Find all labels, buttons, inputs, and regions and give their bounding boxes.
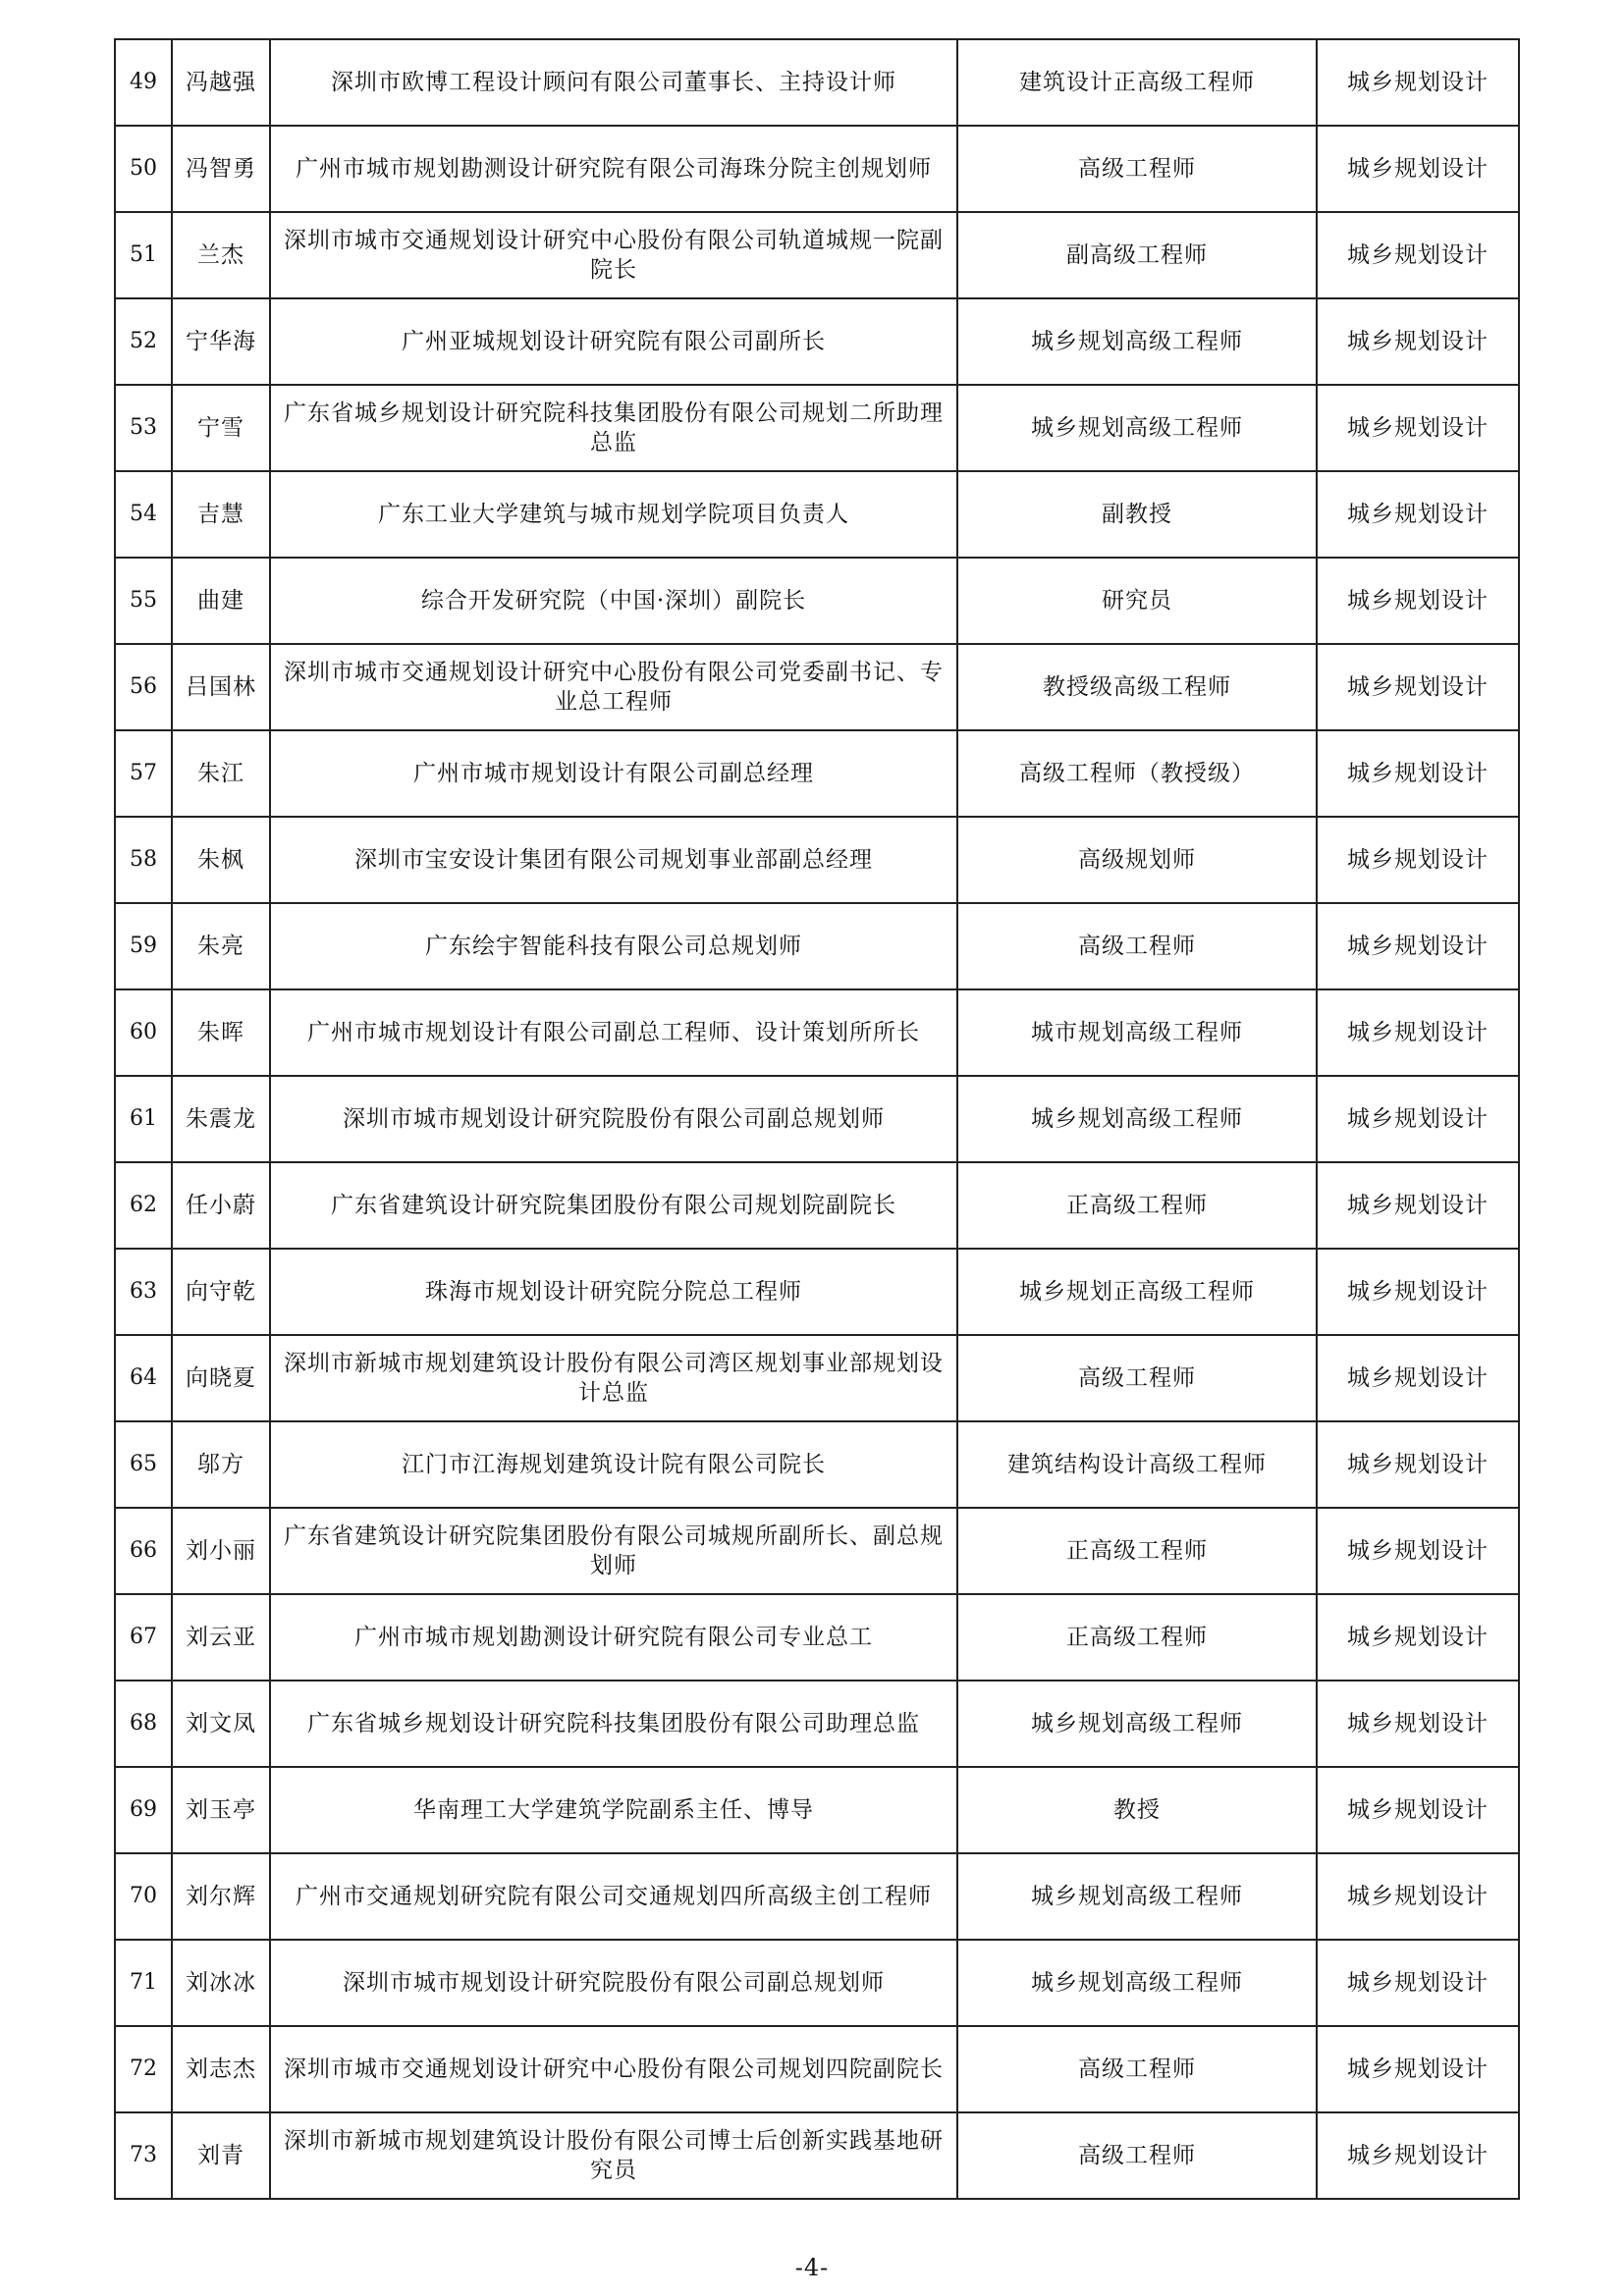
row-number: 72	[115, 2026, 172, 2112]
specialty-field: 城乡规划设计	[1317, 989, 1519, 1076]
table-row	[115, 1249, 1519, 1335]
specialty-field: 城乡规划设计	[1317, 817, 1519, 903]
specialty-field: 城乡规划设计	[1317, 2026, 1519, 2112]
specialty-field: 城乡规划设计	[1317, 1853, 1519, 1940]
table-row	[115, 471, 1519, 558]
work-unit-position: 深圳市新城市规划建筑设计股份有限公司博士后创新实践基地研究员	[270, 2112, 957, 2199]
row-number: 62	[115, 1162, 172, 1249]
row-number: 54	[115, 471, 172, 558]
row-number: 51	[115, 212, 172, 298]
row-number: 50	[115, 126, 172, 212]
work-unit-position: 广州市城市规划勘测设计研究院有限公司海珠分院主创规划师	[270, 126, 957, 212]
work-unit-position: 深圳市城市交通规划设计研究中心股份有限公司轨道城规一院副院长	[270, 212, 957, 298]
table-row	[115, 39, 1519, 126]
row-number: 70	[115, 1853, 172, 1940]
specialty-field: 城乡规划设计	[1317, 1249, 1519, 1335]
person-name: 刘冰冰	[172, 1940, 270, 2026]
table-row	[115, 298, 1519, 385]
person-name: 朱江	[172, 730, 270, 817]
row-number: 71	[115, 1940, 172, 2026]
table-row	[115, 1162, 1519, 1249]
professional-title: 城乡规划高级工程师	[957, 298, 1317, 385]
professional-title: 城乡规划高级工程师	[957, 1681, 1317, 1767]
table-row	[115, 1940, 1519, 2026]
person-name: 刘尔辉	[172, 1853, 270, 1940]
row-number: 59	[115, 903, 172, 989]
table-row	[115, 1681, 1519, 1767]
row-number: 73	[115, 2112, 172, 2199]
professional-title: 副教授	[957, 471, 1317, 558]
row-number: 53	[115, 385, 172, 471]
person-name: 宁雪	[172, 385, 270, 471]
table-row	[115, 1335, 1519, 1421]
professional-title: 高级工程师	[957, 903, 1317, 989]
specialty-field: 城乡规划设计	[1317, 730, 1519, 817]
table-body	[115, 39, 1519, 2199]
row-number: 56	[115, 644, 172, 730]
work-unit-position: 深圳市城市交通规划设计研究中心股份有限公司规划四院副院长	[270, 2026, 957, 2112]
table-row	[115, 644, 1519, 730]
table-row	[115, 1594, 1519, 1681]
row-number: 67	[115, 1594, 172, 1681]
professional-title: 城乡规划高级工程师	[957, 1076, 1317, 1162]
specialty-field: 城乡规划设计	[1317, 1335, 1519, 1421]
row-number: 60	[115, 989, 172, 1076]
table-row	[115, 903, 1519, 989]
work-unit-position: 深圳市城市交通规划设计研究中心股份有限公司党委副书记、专业总工程师	[270, 644, 957, 730]
table-row	[115, 730, 1519, 817]
person-name: 朱震龙	[172, 1076, 270, 1162]
work-unit-position: 深圳市城市规划设计研究院股份有限公司副总规划师	[270, 1940, 957, 2026]
professional-title: 高级工程师	[957, 2026, 1317, 2112]
professional-title: 城乡规划高级工程师	[957, 385, 1317, 471]
professional-title: 城乡规划高级工程师	[957, 1940, 1317, 2026]
work-unit-position: 广州市城市规划设计有限公司副总工程师、设计策划所所长	[270, 989, 957, 1076]
table-row	[115, 385, 1519, 471]
person-name: 冯越强	[172, 39, 270, 126]
work-unit-position: 深圳市宝安设计集团有限公司规划事业部副总经理	[270, 817, 957, 903]
professional-title: 副高级工程师	[957, 212, 1317, 298]
expert-list-table	[114, 38, 1520, 2200]
person-name: 向晓夏	[172, 1335, 270, 1421]
page-number: -4-	[794, 2254, 830, 2281]
work-unit-position: 珠海市规划设计研究院分院总工程师	[270, 1249, 957, 1335]
person-name: 向守乾	[172, 1249, 270, 1335]
table-row	[115, 558, 1519, 644]
professional-title: 建筑结构设计高级工程师	[957, 1421, 1317, 1508]
specialty-field: 城乡规划设计	[1317, 1940, 1519, 2026]
work-unit-position: 广东省城乡规划设计研究院科技集团股份有限公司助理总监	[270, 1681, 957, 1767]
row-number: 68	[115, 1681, 172, 1767]
specialty-field: 城乡规划设计	[1317, 644, 1519, 730]
table-row	[115, 2112, 1519, 2199]
table-row	[115, 1076, 1519, 1162]
table-row	[115, 1853, 1519, 1940]
professional-title: 正高级工程师	[957, 1594, 1317, 1681]
work-unit-position: 华南理工大学建筑学院副系主任、博导	[270, 1767, 957, 1853]
row-number: 69	[115, 1767, 172, 1853]
professional-title: 高级工程师	[957, 1335, 1317, 1421]
person-name: 吉慧	[172, 471, 270, 558]
person-name: 吕国林	[172, 644, 270, 730]
work-unit-position: 深圳市城市规划设计研究院股份有限公司副总规划师	[270, 1076, 957, 1162]
work-unit-position: 深圳市欧博工程设计顾问有限公司董事长、主持设计师	[270, 39, 957, 126]
person-name: 朱晖	[172, 989, 270, 1076]
person-name: 刘志杰	[172, 2026, 270, 2112]
specialty-field: 城乡规划设计	[1317, 298, 1519, 385]
specialty-field: 城乡规划设计	[1317, 39, 1519, 126]
specialty-field: 城乡规划设计	[1317, 2112, 1519, 2199]
work-unit-position: 广东绘宇智能科技有限公司总规划师	[270, 903, 957, 989]
person-name: 兰杰	[172, 212, 270, 298]
person-name: 刘云亚	[172, 1594, 270, 1681]
table-row	[115, 212, 1519, 298]
work-unit-position: 广东工业大学建筑与城市规划学院项目负责人	[270, 471, 957, 558]
professional-title: 城市规划高级工程师	[957, 989, 1317, 1076]
specialty-field: 城乡规划设计	[1317, 385, 1519, 471]
work-unit-position: 广州亚城规划设计研究院有限公司副所长	[270, 298, 957, 385]
professional-title: 正高级工程师	[957, 1162, 1317, 1249]
person-name: 刘玉亭	[172, 1767, 270, 1853]
person-name: 曲建	[172, 558, 270, 644]
work-unit-position: 广东省建筑设计研究院集团股份有限公司规划院副院长	[270, 1162, 957, 1249]
professional-title: 教授	[957, 1767, 1317, 1853]
row-number: 66	[115, 1508, 172, 1594]
professional-title: 城乡规划正高级工程师	[957, 1249, 1317, 1335]
table-row	[115, 126, 1519, 212]
row-number: 57	[115, 730, 172, 817]
row-number: 52	[115, 298, 172, 385]
table-row	[115, 817, 1519, 903]
specialty-field: 城乡规划设计	[1317, 1681, 1519, 1767]
person-name: 朱枫	[172, 817, 270, 903]
work-unit-position: 广州市城市规划设计有限公司副总经理	[270, 730, 957, 817]
person-name: 邬方	[172, 1421, 270, 1508]
professional-title: 研究员	[957, 558, 1317, 644]
specialty-field: 城乡规划设计	[1317, 1508, 1519, 1594]
person-name: 冯智勇	[172, 126, 270, 212]
specialty-field: 城乡规划设计	[1317, 558, 1519, 644]
row-number: 55	[115, 558, 172, 644]
table-row	[115, 1421, 1519, 1508]
table-row	[115, 2026, 1519, 2112]
person-name: 宁华海	[172, 298, 270, 385]
work-unit-position: 综合开发研究院（中国·深圳）副院长	[270, 558, 957, 644]
row-number: 49	[115, 39, 172, 126]
professional-title: 正高级工程师	[957, 1508, 1317, 1594]
specialty-field: 城乡规划设计	[1317, 903, 1519, 989]
person-name: 朱亮	[172, 903, 270, 989]
work-unit-position: 广州市交通规划研究院有限公司交通规划四所高级主创工程师	[270, 1853, 957, 1940]
specialty-field: 城乡规划设计	[1317, 212, 1519, 298]
work-unit-position: 广东省城乡规划设计研究院科技集团股份有限公司规划二所助理总监	[270, 385, 957, 471]
professional-title: 城乡规划高级工程师	[957, 1853, 1317, 1940]
work-unit-position: 广州市城市规划勘测设计研究院有限公司专业总工	[270, 1594, 957, 1681]
specialty-field: 城乡规划设计	[1317, 1767, 1519, 1853]
professional-title: 建筑设计正高级工程师	[957, 39, 1317, 126]
person-name: 刘小丽	[172, 1508, 270, 1594]
specialty-field: 城乡规划设计	[1317, 1421, 1519, 1508]
professional-title: 高级工程师	[957, 2112, 1317, 2199]
professional-title: 高级工程师（教授级）	[957, 730, 1317, 817]
work-unit-position: 江门市江海规划建筑设计院有限公司院长	[270, 1421, 957, 1508]
specialty-field: 城乡规划设计	[1317, 1162, 1519, 1249]
specialty-field: 城乡规划设计	[1317, 1076, 1519, 1162]
row-number: 64	[115, 1335, 172, 1421]
specialty-field: 城乡规划设计	[1317, 126, 1519, 212]
row-number: 58	[115, 817, 172, 903]
specialty-field: 城乡规划设计	[1317, 1594, 1519, 1681]
professional-title: 高级工程师	[957, 126, 1317, 212]
row-number: 63	[115, 1249, 172, 1335]
professional-title: 教授级高级工程师	[957, 644, 1317, 730]
work-unit-position: 深圳市新城市规划建筑设计股份有限公司湾区规划事业部规划设计总监	[270, 1335, 957, 1421]
person-name: 刘文凤	[172, 1681, 270, 1767]
professional-title: 高级规划师	[957, 817, 1317, 903]
row-number: 61	[115, 1076, 172, 1162]
person-name: 任小蔚	[172, 1162, 270, 1249]
person-name: 刘青	[172, 2112, 270, 2199]
table-row	[115, 1508, 1519, 1594]
table-row	[115, 1767, 1519, 1853]
row-number: 65	[115, 1421, 172, 1508]
specialty-field: 城乡规划设计	[1317, 471, 1519, 558]
work-unit-position: 广东省建筑设计研究院集团股份有限公司城规所副所长、副总规划师	[270, 1508, 957, 1594]
table-row	[115, 989, 1519, 1076]
